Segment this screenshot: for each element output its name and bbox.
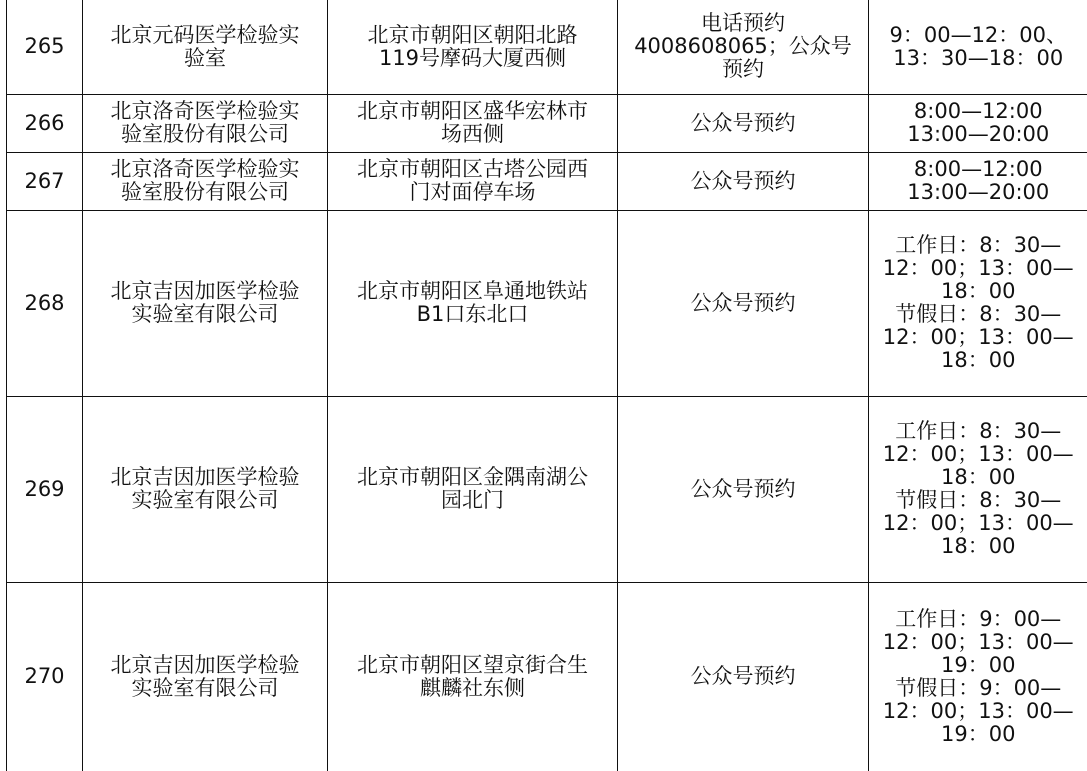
table-row — [7, 396, 1087, 582]
testing-sites-table — [6, 0, 1087, 771]
table-row — [7, 94, 1087, 152]
organization-cell — [83, 582, 328, 771]
table-body — [7, 0, 1087, 771]
service-hours-line: 12：00；13：00— — [882, 256, 1074, 280]
table-row — [7, 210, 1087, 396]
service-hours-line: 13:00—20:00 — [907, 122, 1050, 146]
booking-method-line: 公众号预约 — [690, 290, 796, 315]
service-hours-line: 18：00 — [941, 534, 1016, 558]
service-hours-line: 12：00；13：00— — [882, 325, 1074, 349]
address-line: 麒麟社东侧 — [420, 675, 525, 700]
service-hours-line: 12：00；13：00— — [882, 511, 1074, 535]
address-cell — [328, 582, 618, 771]
service-hours-line: 18：00 — [941, 465, 1016, 489]
organization-line: 验室股份有限公司 — [121, 180, 289, 204]
service-hours-line: 18：00 — [941, 279, 1016, 303]
address-cell — [328, 152, 618, 210]
address-line: 门对面停车场 — [409, 180, 536, 204]
organization-cell — [83, 152, 328, 210]
address-cell — [328, 0, 618, 94]
organization-line: 北京洛奇医学检验实 — [110, 99, 300, 123]
booking-method-cell — [618, 396, 869, 582]
booking-method-line: 公众号预约 — [690, 168, 796, 193]
service-hours-line: 18：00 — [941, 348, 1016, 372]
service-hours-line: 节假日：8：30— — [895, 302, 1062, 326]
organization-line: 北京吉因加医学检验 — [110, 465, 300, 489]
service-hours-line: 13：30—18：00 — [893, 45, 1064, 70]
address-line: 北京市朝阳区金隅南湖公 — [357, 465, 588, 489]
address-cell — [328, 396, 618, 582]
organization-line: 验室 — [184, 45, 226, 70]
service-hours-cell — [869, 396, 1087, 582]
organization-line: 实验室有限公司 — [131, 488, 279, 512]
address-line: 园北门 — [441, 488, 504, 512]
service-hours-line: 节假日：8：30— — [895, 488, 1062, 512]
service-hours-line: 工作日：8：30— — [895, 233, 1062, 257]
address-line: 北京市朝阳区阜通地铁站 — [357, 279, 588, 303]
row-number-cell: 266 — [7, 94, 83, 152]
organization-line: 北京元码医学检验实 — [110, 22, 300, 47]
address-line: 北京市朝阳区朝阳北路 — [367, 22, 578, 47]
address-line: 北京市朝阳区古塔公园西 — [357, 157, 588, 181]
organization-line: 北京吉因加医学检验 — [110, 279, 300, 303]
table-row — [7, 582, 1087, 771]
service-hours-cell — [869, 582, 1087, 771]
row-number-cell: 270 — [7, 582, 83, 771]
address-line: 北京市朝阳区盛华宏林市 — [357, 99, 588, 123]
service-hours-line: 8:00—12:00 — [913, 99, 1043, 123]
service-hours-line: 19：00 — [941, 652, 1016, 677]
booking-method-cell — [618, 210, 869, 396]
service-hours-line: 节假日：9：00— — [895, 675, 1062, 700]
table-row — [7, 152, 1087, 210]
row-number-cell: 269 — [7, 396, 83, 582]
row-number-cell: 268 — [7, 210, 83, 396]
booking-method-cell — [618, 0, 869, 94]
organization-cell — [83, 210, 328, 396]
row-number-cell: 265 — [7, 0, 83, 94]
booking-method-line: 4008608065；公众号 — [634, 34, 852, 59]
organization-line: 实验室有限公司 — [131, 302, 279, 326]
organization-line: 实验室有限公司 — [131, 675, 279, 700]
address-cell — [328, 210, 618, 396]
service-hours-line: 12：00；13：00— — [882, 442, 1074, 466]
address-line: B1口东北口 — [416, 302, 529, 326]
organization-line: 验室股份有限公司 — [121, 122, 289, 146]
table-row — [7, 0, 1087, 94]
booking-method-line: 公众号预约 — [690, 476, 796, 501]
service-hours-cell — [869, 210, 1087, 396]
booking-method-cell — [618, 94, 869, 152]
booking-method-line: 公众号预约 — [690, 664, 796, 688]
address-line: 北京市朝阳区望京街合生 — [357, 652, 588, 677]
row-number-cell: 267 — [7, 152, 83, 210]
organization-cell — [83, 396, 328, 582]
service-hours-cell — [869, 0, 1087, 94]
service-hours-line: 12：00；13：00— — [882, 629, 1074, 654]
service-hours-line: 12：00；13：00— — [882, 698, 1074, 723]
organization-cell — [83, 0, 328, 94]
address-line: 119号摩码大厦西侧 — [378, 45, 567, 70]
service-hours-line: 工作日：9：00— — [895, 606, 1062, 631]
service-hours-line: 工作日：8：30— — [895, 419, 1062, 443]
service-hours-line: 9：00—12：00、 — [889, 22, 1068, 47]
booking-method-line: 电话预约 — [701, 11, 785, 36]
booking-method-cell — [618, 582, 869, 771]
testing-sites-table-page — [6, 0, 1087, 771]
organization-line: 北京吉因加医学检验 — [110, 652, 300, 677]
booking-method-line: 预约 — [722, 57, 764, 82]
booking-method-line: 公众号预约 — [690, 110, 796, 135]
service-hours-cell — [869, 152, 1087, 210]
service-hours-line: 13:00—20:00 — [907, 180, 1050, 204]
organization-line: 北京洛奇医学检验实 — [110, 157, 300, 181]
booking-method-cell — [618, 152, 869, 210]
service-hours-line: 19：00 — [941, 721, 1016, 746]
organization-cell — [83, 94, 328, 152]
service-hours-line: 8:00—12:00 — [913, 157, 1043, 181]
service-hours-cell — [869, 94, 1087, 152]
address-line: 场西侧 — [441, 122, 504, 146]
address-cell — [328, 94, 618, 152]
